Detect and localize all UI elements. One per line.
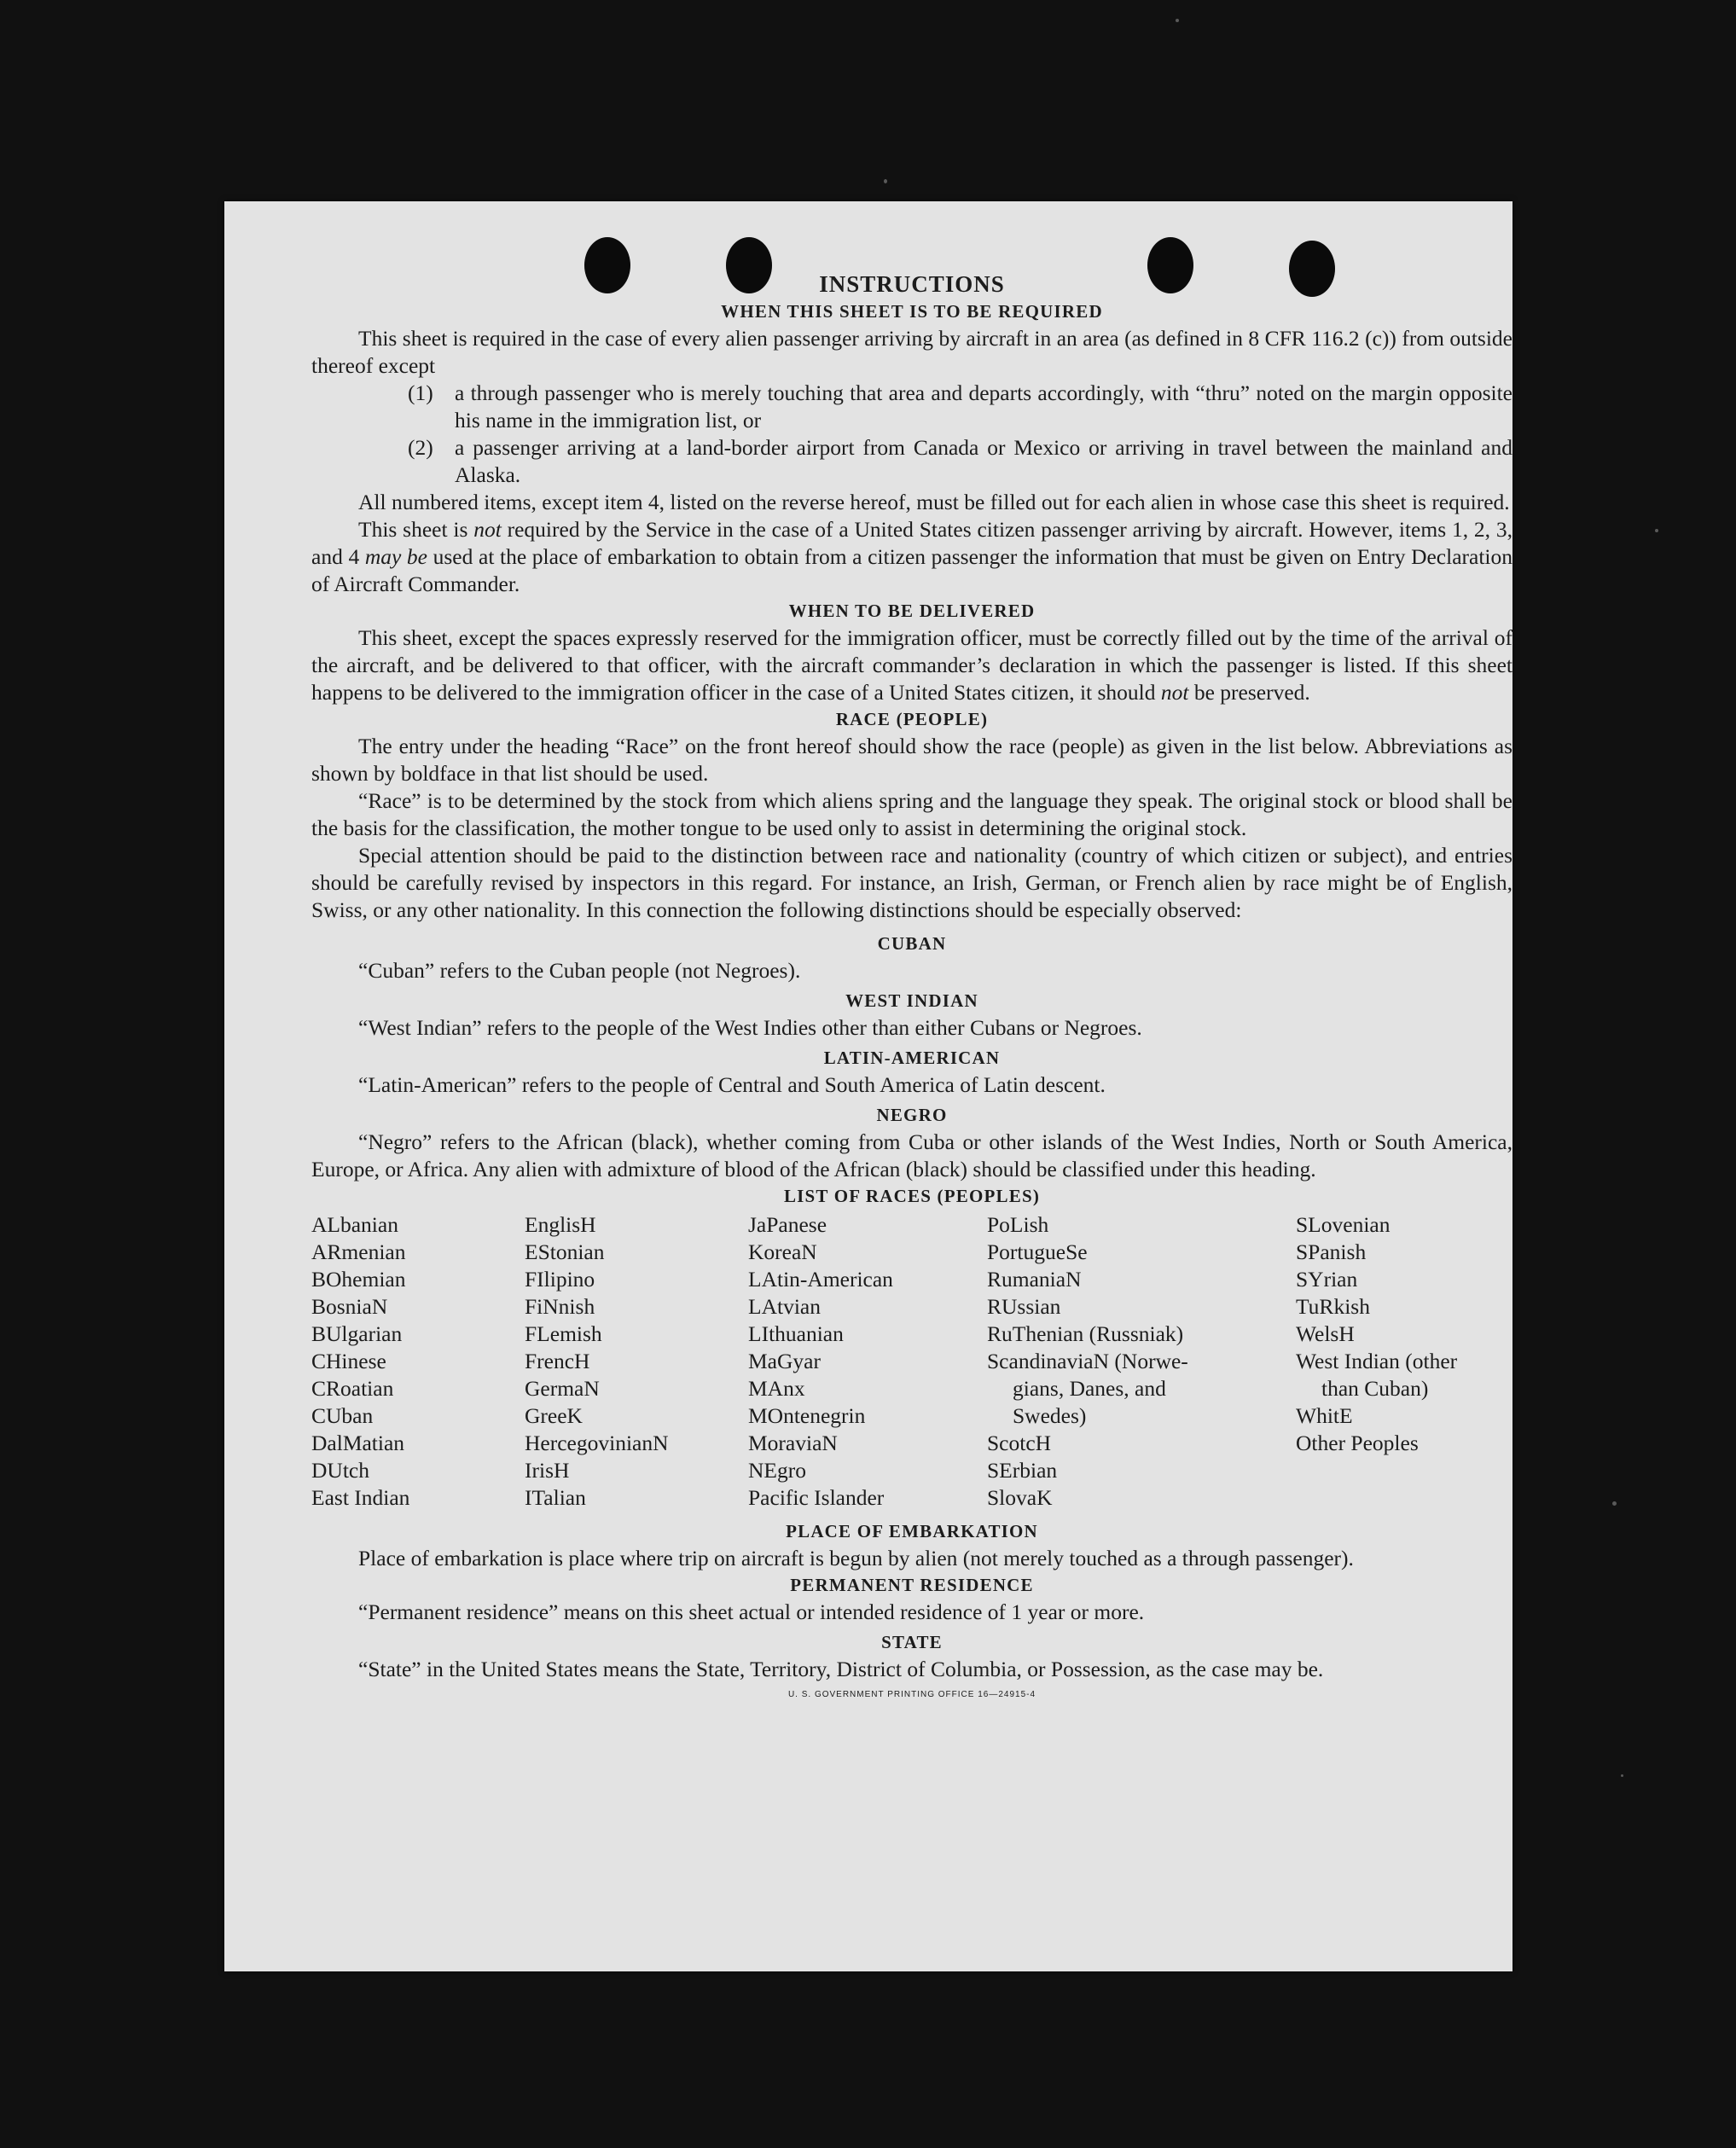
race-entry: GermaN bbox=[525, 1376, 600, 1401]
race-entry: IrisH bbox=[525, 1458, 570, 1483]
race-entry: SYrian bbox=[1296, 1267, 1358, 1292]
item-text: a passenger arriving at a land-border airport from Canada or Mexico or arriving in travel between the mainland and Alaska. bbox=[455, 435, 1512, 487]
race-entry: GreeK bbox=[525, 1403, 583, 1428]
race-paragraph-2: “Race” is to be determined by the stock from which aliens spring and the language they speak. The original stock or blood shall be the basis for the classification, the mother tongue to be used only to assist in determining the original stock. bbox=[311, 788, 1512, 840]
race-entry: FiNnish bbox=[525, 1294, 595, 1319]
race-entry: NEgro bbox=[748, 1458, 806, 1483]
race-paragraph-3: Special attention should be paid to the distinction between race and nationality (country of which citizen or subject), and entries should be carefully revised by inspectors in this regard. For instance, an Irish, German, or French alien by race might be of English, Swiss, or any other nationality. In this connection the following distinctions should be especially observed: bbox=[311, 843, 1512, 922]
race-entry: MoraviaN bbox=[748, 1431, 838, 1455]
race-entry: Pacific Islander bbox=[748, 1485, 885, 1510]
race-entry: DalMatian bbox=[311, 1431, 405, 1455]
section-heading-cuban: CUBAN bbox=[877, 933, 947, 954]
race-entry: KoreaN bbox=[748, 1239, 817, 1264]
race-entry: Other Peoples bbox=[1296, 1431, 1419, 1455]
west-indian-definition: “West Indian” refers to the people of the West Indies other than either Cubans or Negroes. bbox=[358, 1015, 1142, 1040]
section-heading-west-indian: WEST INDIAN bbox=[845, 990, 978, 1011]
races-column-1 bbox=[311, 1211, 525, 1512]
races-column-4 bbox=[987, 1211, 1296, 1512]
section-heading-state: STATE bbox=[881, 1632, 943, 1652]
race-entry: FrencH bbox=[525, 1349, 590, 1373]
race-entry: PoLish bbox=[987, 1212, 1049, 1237]
section-heading-residence: PERMANENT RESIDENCE bbox=[790, 1575, 1034, 1595]
race-entry: ALbanian bbox=[311, 1212, 398, 1237]
race-entry: MOntenegrin bbox=[748, 1403, 866, 1428]
race-entry: MaGyar bbox=[748, 1349, 821, 1373]
residence-definition: “Permanent residence” means on this sheet actual or intended residence of 1 year or more. bbox=[358, 1599, 1145, 1624]
race-entry: ARmenian bbox=[311, 1239, 406, 1264]
race-entry: RumaniaN bbox=[987, 1267, 1082, 1292]
negro-definition: “Negro” refers to the African (black), whether coming from Cuba or other islands of the West Indies, North or South America, Europe, or Africa. Any alien with admixture of blood of the African (black) should be classified under this heading. bbox=[311, 1129, 1512, 1181]
delivery-paragraph: This sheet, except the spaces expressly reserved for the immigration officer, must be correctly filled out by the time of the arrival of the aircraft, and be delivered to that officer, with the aircraft commander’s declaration in which the passenger is listed. If this sheet happens to be delivered to the immigration officer in the case of a United States citizen, it should not be preserved. bbox=[311, 625, 1512, 705]
scan-speck bbox=[1655, 529, 1658, 532]
race-entry: TuRkish bbox=[1296, 1294, 1370, 1319]
printing-office-footer: U. S. GOVERNMENT PRINTING OFFICE 16—24915-4 bbox=[787, 1690, 1036, 1699]
race-entry: RUssian bbox=[987, 1294, 1061, 1319]
race-entry: MAnx bbox=[748, 1376, 805, 1401]
section-heading-when-delivered: WHEN TO BE DELIVERED bbox=[788, 601, 1036, 621]
section-heading-list-of-races: LIST OF RACES (PEOPLES) bbox=[783, 1186, 1041, 1206]
exception-item-1 bbox=[311, 380, 1512, 434]
race-entry-continued: Swedes) bbox=[1013, 1403, 1087, 1428]
race-entry: DUtch bbox=[311, 1458, 369, 1483]
race-entry: LAtin-American bbox=[748, 1267, 893, 1292]
page-title: INSTRUCTIONS bbox=[819, 271, 1005, 297]
race-entry: LAtvian bbox=[748, 1294, 821, 1319]
section-heading-when-required: WHEN THIS SHEET IS TO BE REQUIRED bbox=[721, 301, 1103, 322]
race-entry: EStonian bbox=[525, 1239, 605, 1264]
scan-speck bbox=[884, 179, 887, 183]
race-entry: WelsH bbox=[1296, 1321, 1355, 1346]
race-entry: CRoatian bbox=[311, 1376, 394, 1401]
races-column-3 bbox=[748, 1211, 987, 1512]
item-number: (1) bbox=[408, 380, 433, 405]
race-entry: West Indian (other bbox=[1296, 1349, 1458, 1373]
when-required-paragraph: This sheet is required in the case of every alien passenger arriving by aircraft in an area (as defined in 8 CFR 116.2 (c)) from outside thereof except bbox=[311, 326, 1512, 378]
section-heading-latin-american: LATIN-AMERICAN bbox=[823, 1048, 1001, 1068]
race-entry: WhitE bbox=[1296, 1403, 1353, 1428]
race-entry: JaPanese bbox=[748, 1212, 827, 1237]
race-entry: BUlgarian bbox=[311, 1321, 403, 1346]
race-entry: East Indian bbox=[311, 1485, 410, 1510]
race-entry: SLovenian bbox=[1296, 1212, 1391, 1237]
race-entry: HercegovinianN bbox=[525, 1431, 669, 1455]
race-entry-continued: gians, Danes, and bbox=[1013, 1376, 1166, 1401]
race-entry: BosniaN bbox=[311, 1294, 388, 1319]
race-entry: CHinese bbox=[311, 1349, 386, 1373]
numbered-items-paragraph: All numbered items, except item 4, listed on the reverse hereof, must be filled out for each alien in whose case this sheet is required. bbox=[358, 490, 1510, 514]
scan-speck bbox=[1176, 19, 1179, 22]
item-number: (2) bbox=[408, 435, 433, 460]
race-entry: RuThenian (Russniak) bbox=[987, 1321, 1184, 1346]
scan-speck bbox=[1621, 1774, 1623, 1777]
race-entry: FIlipino bbox=[525, 1267, 595, 1292]
race-entry: CUban bbox=[311, 1403, 374, 1428]
race-entry: ScandinaviaN (Norwe- bbox=[987, 1349, 1188, 1373]
cuban-definition: “Cuban” refers to the Cuban people (not Negroes). bbox=[358, 958, 801, 983]
race-entry: ScotcH bbox=[987, 1431, 1052, 1455]
scan-speck bbox=[1612, 1501, 1617, 1506]
race-entry: FLemish bbox=[525, 1321, 602, 1346]
race-entry: SlovaK bbox=[987, 1485, 1053, 1510]
races-column-5 bbox=[1296, 1211, 1512, 1512]
citizen-paragraph: This sheet is not required by the Service in the case of a United States citizen passenger arriving by aircraft. However, items 1, 2, 3, and 4 may be used at the place of embarkation to obtain from a citizen passenger the information that must be given on Entry Declaration of Aircraft Commander. bbox=[311, 517, 1513, 596]
race-entry: EnglisH bbox=[525, 1212, 596, 1237]
exception-item-2 bbox=[311, 434, 1512, 489]
instruction-sheet bbox=[224, 201, 1512, 1971]
race-entry: ITalian bbox=[525, 1485, 586, 1510]
sheet-content bbox=[311, 270, 1512, 1699]
race-entry: SPanish bbox=[1296, 1239, 1367, 1264]
state-definition: “State” in the United States means the State, Territory, District of Columbia, or Possession, as the case may be. bbox=[358, 1657, 1324, 1681]
race-paragraph-1: The entry under the heading “Race” on the front hereof should show the race (people) as given in the list below. Abbreviations as shown by boldface in that list should be used. bbox=[311, 734, 1512, 786]
race-entry: PortugueSe bbox=[987, 1239, 1088, 1264]
race-entry: BOhemian bbox=[311, 1267, 406, 1292]
race-entry: LIthuanian bbox=[748, 1321, 844, 1346]
race-entry: SErbian bbox=[987, 1458, 1058, 1483]
races-list bbox=[311, 1211, 1512, 1512]
item-text: a through passenger who is merely touching that area and departs accordingly, with “thru” noted on the margin opposite his name in the immigration list, or bbox=[455, 380, 1512, 433]
latin-american-definition: “Latin-American” refers to the people of Central and South America of Latin descent. bbox=[358, 1072, 1106, 1097]
section-heading-race: RACE (PEOPLE) bbox=[835, 709, 989, 729]
embarkation-definition: Place of embarkation is place where trip on aircraft is begun by alien (not merely touched as a through passenger). bbox=[358, 1546, 1354, 1570]
race-entry-continued: than Cuban) bbox=[1321, 1376, 1429, 1401]
races-column-2 bbox=[525, 1211, 748, 1512]
section-heading-embarkation: PLACE OF EMBARKATION bbox=[786, 1521, 1038, 1541]
section-heading-negro: NEGRO bbox=[876, 1105, 948, 1125]
